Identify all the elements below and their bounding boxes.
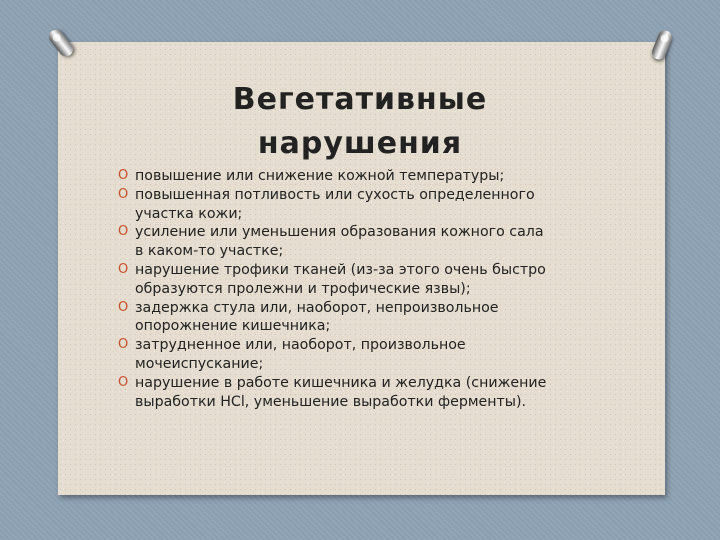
list-item (118, 167, 618, 186)
list-item-text: выработки HCl, уменьшение выработки ферменты). (135, 393, 527, 410)
list-item (118, 261, 618, 299)
list-item-text: задержка стула или, наоборот, непроизвольное (135, 299, 499, 316)
bullet-icon: O (118, 186, 129, 202)
list-item-text: мочеиспускание; (135, 355, 264, 372)
bullet-icon: O (118, 224, 129, 240)
title-line: Вегетативные (232, 82, 488, 117)
list-item-text: затрудненное или, наоборот, произвольное (135, 337, 466, 354)
list-item (118, 223, 618, 261)
list-item-text: нарушение трофики тканей (из-за этого очень быстро (135, 261, 546, 278)
list-item-text: усиление или уменьшения образования кожного сала (135, 224, 544, 241)
list-item-text: повышенная потливость или сухость определенного (135, 186, 535, 203)
bullet-icon: O (118, 374, 129, 390)
bullet-icon: O (118, 261, 129, 277)
list-item (118, 299, 618, 337)
title-line: нарушения (257, 126, 463, 161)
bullet-icon: O (118, 299, 129, 315)
list-item-text: участка кожи; (135, 205, 243, 222)
list-item-text: опорожнение кишечника; (135, 318, 331, 335)
list-item-text: нарушение в работе кишечника и желудка (снижение (135, 374, 547, 391)
list-item (118, 374, 618, 412)
list-item-text: в каком-то участке; (135, 243, 284, 260)
list-item (118, 186, 618, 224)
pushpin-icon (650, 28, 674, 61)
bullet-icon: O (118, 337, 129, 353)
bullet-icon: O (118, 168, 129, 183)
list-item-text: образуются пролежни и трофические язвы); (135, 280, 471, 297)
list-item-text: повышение или снижение кожной температуры; (135, 168, 505, 184)
list-item (118, 336, 618, 374)
slide-title (0, 78, 720, 166)
bullet-list (118, 167, 618, 411)
